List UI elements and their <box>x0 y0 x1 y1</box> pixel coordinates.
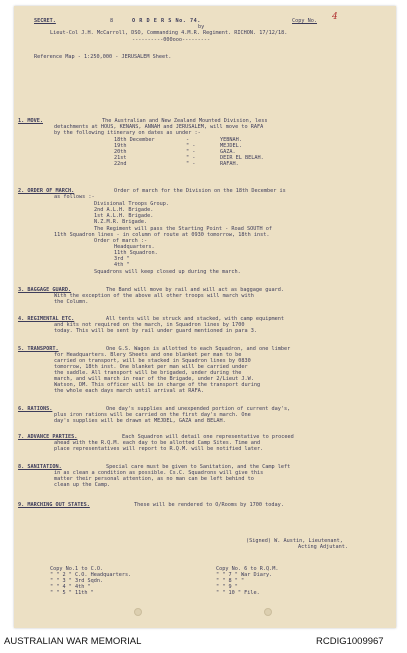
itinerary-place: RAFAH. <box>220 161 239 167</box>
signature-line-1: (Signed) W. Austin, Lieutenant, <box>246 538 343 544</box>
equipment-line-1: All tents will be struck and stacked, with camp equipment <box>106 316 285 322</box>
sanitation-line-4: clean up the Camp. <box>54 482 111 488</box>
march-line-8: 11th Squadron lines - in column of route at 0930 tomorrow, 18th inst. <box>54 232 270 238</box>
transport-line-8: the whole each days march until arrival at RAFA. <box>54 388 204 394</box>
march-line-5: 1st A.L.H. Brigade. <box>94 213 154 219</box>
copy-number-handwritten: 4 <box>332 12 338 22</box>
move-line-1: The Australian and New Zealand Mounted Division, less <box>102 118 268 124</box>
distribution-right-line: Copy No. 6 to R.Q.M. <box>216 566 279 572</box>
itinerary-sep: " - <box>186 143 196 149</box>
advance-line-3: place representatives will report to R.Q.M. will be notified later. <box>54 446 264 452</box>
distribution-right-line: " " 10 " File. <box>216 590 260 596</box>
march-line-4: 2nd A.L.H. Brigade. <box>94 207 154 213</box>
march-line-10: Headquarters. <box>114 244 155 250</box>
distribution-left-line: " " 4 " 4th " <box>50 584 91 590</box>
distribution-right-line: " " 9 " <box>216 584 238 590</box>
equipment-line-2: and kits not required on the march, in Squadron lines by 1700 <box>54 322 245 328</box>
rations-line-3: day's supplies will be drawn at MEJDEL, GAZA and BELAH. <box>54 418 226 424</box>
march-line-12: 3rd " <box>114 256 130 262</box>
itinerary-place: MEJDEL. <box>220 143 242 149</box>
author-line: Lieut-Col J.H. McCarroll, DSO, Commanding 4.M.R. Regiment. RICHON. 17/12/18. <box>50 30 288 36</box>
move-line-3: by the following itinerary on dates as under :- <box>54 130 201 136</box>
section-heading-transport: 5. TRANSPORT. <box>18 346 59 352</box>
march-line-9: Order of march :- <box>94 238 148 244</box>
orders-title: O R D E R S No. 74. <box>132 18 201 24</box>
march-line-7: The Regiment will pass the Starting Point - Road SOUTH of <box>94 226 273 232</box>
transport-line-4: tomorrow, 18th inst. One blanket per man will be carried under <box>54 364 248 370</box>
baggage-line-2: With the exception of the above all other troops will march with <box>54 293 254 299</box>
transport-line-1: One G.S. Wagon is allotted to each Squadron, and one limber <box>106 346 291 352</box>
transport-line-3: carried on transport, will be stacked in Squadron lines by 0830 <box>54 358 251 364</box>
itinerary-sep: - <box>186 137 190 143</box>
reference-map: Reference Map - 1:250,000 - JERUSALEM Sheet. <box>34 54 172 60</box>
march-line-2: as follows :- <box>54 194 95 200</box>
sanitation-line-1: Special care must be given to Sanitation, and the Camp left <box>106 464 291 470</box>
itinerary-date: 18th December <box>114 137 155 143</box>
rations-line-1: One day's supplies and unexpended portion of current day's, <box>106 406 291 412</box>
sanitation-line-2: in as clean a condition as possible. Cs.C. Squadrons will give this <box>54 470 264 476</box>
itinerary-date: 19th <box>114 143 127 149</box>
itinerary-date: 20th <box>114 149 127 155</box>
transport-line-6: march, and will march in rear of the Brigade, under 2/Lieut J.W. <box>54 376 254 382</box>
transport-line-7: Watson, DM. This officer will be in charge of the transport during <box>54 382 261 388</box>
page-number-mark: 8 <box>110 18 114 24</box>
itinerary-date: 22nd <box>114 161 127 167</box>
signature-line-2: Acting Adjutant. <box>298 544 348 550</box>
transport-line-2: for Headquarters. Blery Sheets and one blanket per man to be <box>54 352 242 358</box>
itinerary-sep: " - <box>186 161 196 167</box>
distribution-right-line: " " 8 " " <box>216 578 245 584</box>
distribution-left-line: " " 3 " 3rd Sqdn. <box>50 578 104 584</box>
footer-record-id: RCDIG1009967 <box>316 636 384 647</box>
section-heading-advance: 7. ADVANCE PARTIES. <box>18 434 78 440</box>
distribution-left-line: " " 5 " 11th " <box>50 590 94 596</box>
advance-line-2: ahead with the R.Q.M. each day to be allotted Camp Sites. Time and <box>54 440 261 446</box>
baggage-line-1: The Band will move by rail and will act as baggage guard. <box>106 287 285 293</box>
section-heading-order-of-march: 2. ORDER OF MARCH. <box>18 188 75 194</box>
section-heading-sanitation: 8. SANITATION. <box>18 464 62 470</box>
rations-line-2: plus iron rations will be carried on the first day's march. One <box>54 412 251 418</box>
itinerary-place: YEBNAH. <box>220 137 242 143</box>
section-heading-marching-out: 9. MARCHING OUT STATES. <box>18 502 90 508</box>
sanitation-line-3: matter their personal attention, as no man can be left behind to <box>54 476 254 482</box>
section-heading-move: 1. MOVE. <box>18 118 43 124</box>
distribution-left-line: " " 2 " C.O. Headquarters. <box>50 572 132 578</box>
copy-label: Copy No. <box>292 18 317 24</box>
equipment-line-3: today. This will be sent by rail under guard mentioned in para 3. <box>54 328 258 334</box>
march-line-14: Squadrons will keep closed up during the march. <box>94 269 241 275</box>
marching-out-line-1: These will be rendered to O/Rooms by 1700 today. <box>134 502 284 508</box>
header-divider: ----------000ooo--------- <box>132 37 211 43</box>
march-line-1: Order of march for the Division on the 18th December is <box>114 188 286 194</box>
section-heading-equipment: 4. REGIMENTAL ETC. <box>18 316 75 322</box>
itinerary-sep: " - <box>186 155 196 161</box>
baggage-line-3: the Column. <box>54 299 89 305</box>
footer-archive-name: AUSTRALIAN WAR MEMORIAL <box>4 636 142 647</box>
binder-hole <box>264 608 272 616</box>
advance-line-1: Each Squadron will detail one representative to proceed <box>122 434 294 440</box>
itinerary-place: DEIR EL BELAH. <box>220 155 264 161</box>
distribution-right-line: " " 7 " War Diary. <box>216 572 273 578</box>
secret-label: SECRET. <box>34 18 56 24</box>
move-line-2: detachments at HOUS, KENANS, ANNAH and JERUSALEM, will move to RAFA <box>54 124 264 130</box>
document-sheet <box>14 6 396 628</box>
by-line: by <box>198 24 205 30</box>
itinerary-place: GAZA. <box>220 149 236 155</box>
itinerary-date: 21st <box>114 155 127 161</box>
march-line-13: 4th " <box>114 262 130 268</box>
distribution-left-line: Copy No.1 to C.O. <box>50 566 104 572</box>
march-line-6: N.Z.M.R. Brigade. <box>94 219 148 225</box>
section-heading-baggage: 3. BAGGAGE GUARD. <box>18 287 72 293</box>
march-line-11: 11th Squadron. <box>114 250 158 256</box>
transport-line-5: the saddle. All transport will be brigaded, under during the <box>54 370 242 376</box>
march-line-3: Divisional Troops Group. <box>94 201 169 207</box>
binder-hole <box>134 608 142 616</box>
itinerary-sep: " - <box>186 149 196 155</box>
section-heading-rations: 6. RATIONS. <box>18 406 53 412</box>
